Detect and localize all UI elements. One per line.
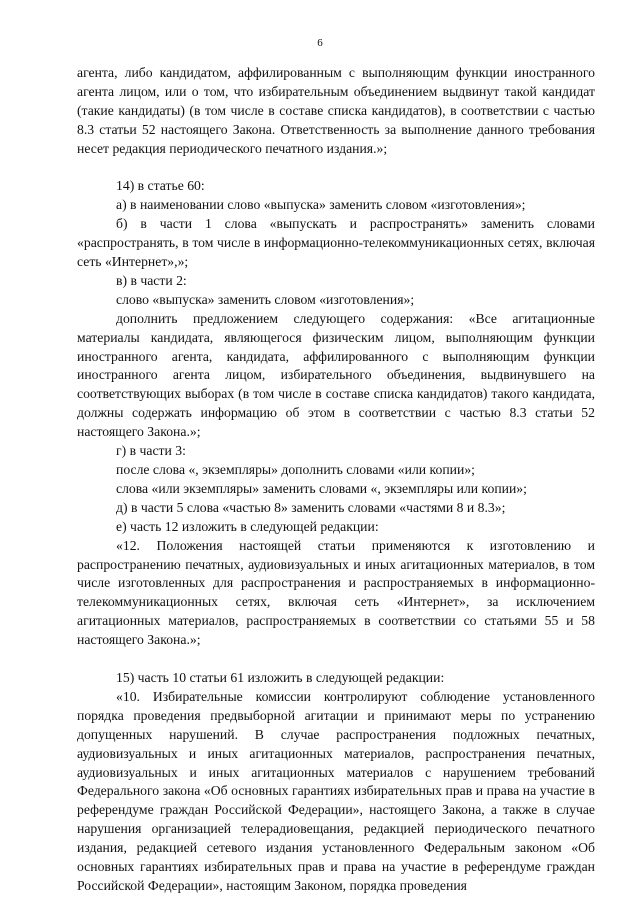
paragraph-item-14: 14) в статье 60: [116, 178, 205, 194]
paragraph-subitem-a: а) в наименовании слово «выпуска» заменить словом «изготовления»; [116, 197, 526, 213]
paragraph-subitem-d: д) в части 5 слова «частью 8» заменить словами «частями 8 и 8.3»; [116, 499, 506, 515]
paragraph-part-10: «10. Избирательные комиссии контролируют соблюдение установленного порядка проведения предвыборной агитации и принимают меры по устранению допущенных нарушений. В случае распространения подложных печатных, аудиовизуальных и иных агитационных материалов, распространения печатных, аудиовизуальных и иных агитационных материалов с нарушением требований Федерального закона «Об основных гарантиях избирательных прав и права на участие в референдуме граждан Российской Федерации», настоящего Закона, а также в случае нарушения организацией телерадиовещания, редакцией периодического печатного издания, редакцией сетевого издания установленного Федеральным законом «Об основных гарантиях избирательных прав и права на участие в референдуме граждан Российской Федерации», настоящим Законом, порядка проведения [77, 688, 595, 893]
paragraph-item-15: 15) часть 10 статьи 61 изложить в следующей редакции: [116, 669, 445, 685]
paragraph-subitem-e: е) часть 12 изложить в следующей редакции: [116, 518, 379, 534]
paragraph-subitem-g: г) в части 3: [116, 443, 186, 459]
paragraph-part-12: «12. Положения настоящей статьи применяются к изготовлению и распространению печатных, аудиовизуальных и иных агитационных материалов, в том числе изготовленных для распространения и распространяемых в информационно-телекоммуникационных сетях, включая сеть «Интернет», за исключением агитационных материалов, распространяемых в соответствии со статьями 55 и 58 настоящего Закона.»; [77, 537, 595, 648]
document-body [77, 64, 595, 896]
paragraph-replace-copies: слова «или экземпляры» заменить словами «, экземпляры или копии»; [116, 480, 527, 496]
paragraph-continuation: агента, либо кандидатом, аффилированным с выполняющим функции иностранного агента лицом, или о том, что избирательным объединением выдвинут такой кандидат (такие кандидаты) (в том числе в составе списка кандидатов), в соответствии с частью 8.3 статьи 52 настоящего Закона. Ответственность за выполнение данного требования несет редакция периодического печатного издания.»; [77, 65, 595, 156]
paragraph-replace-word: слово «выпуска» заменить словом «изготовления»; [116, 291, 415, 307]
paragraph-add-copies: после слова «, экземпляры» дополнить словами «или копии»; [116, 462, 475, 478]
page-number: 6 [317, 37, 323, 49]
paragraph-subitem-v: в) в части 2: [116, 272, 187, 288]
paragraph-subitem-b: б) в части 1 слова «выпускать и распространять» заменить словами «распространять, в том числе в информационно-телекоммуникационных сетях, включая сеть «Интернет»,»; [77, 216, 595, 270]
paragraph-add-sentence: дополнить предложением следующего содержания: «Все агитационные материалы кандидата, являющегося физическим лицом, выполняющим функции иностранного агента, кандидата, аффилированного с выполняющим функции иностранного агента лицом, избирательного объединения, выдвинувшего на соответствующих выборах (в том числе в составе списка кандидатов) такого кандидата, должны содержать информацию об этом в соответствии с частью 8.3 статьи 52 настоящего Закона.»; [77, 310, 595, 440]
